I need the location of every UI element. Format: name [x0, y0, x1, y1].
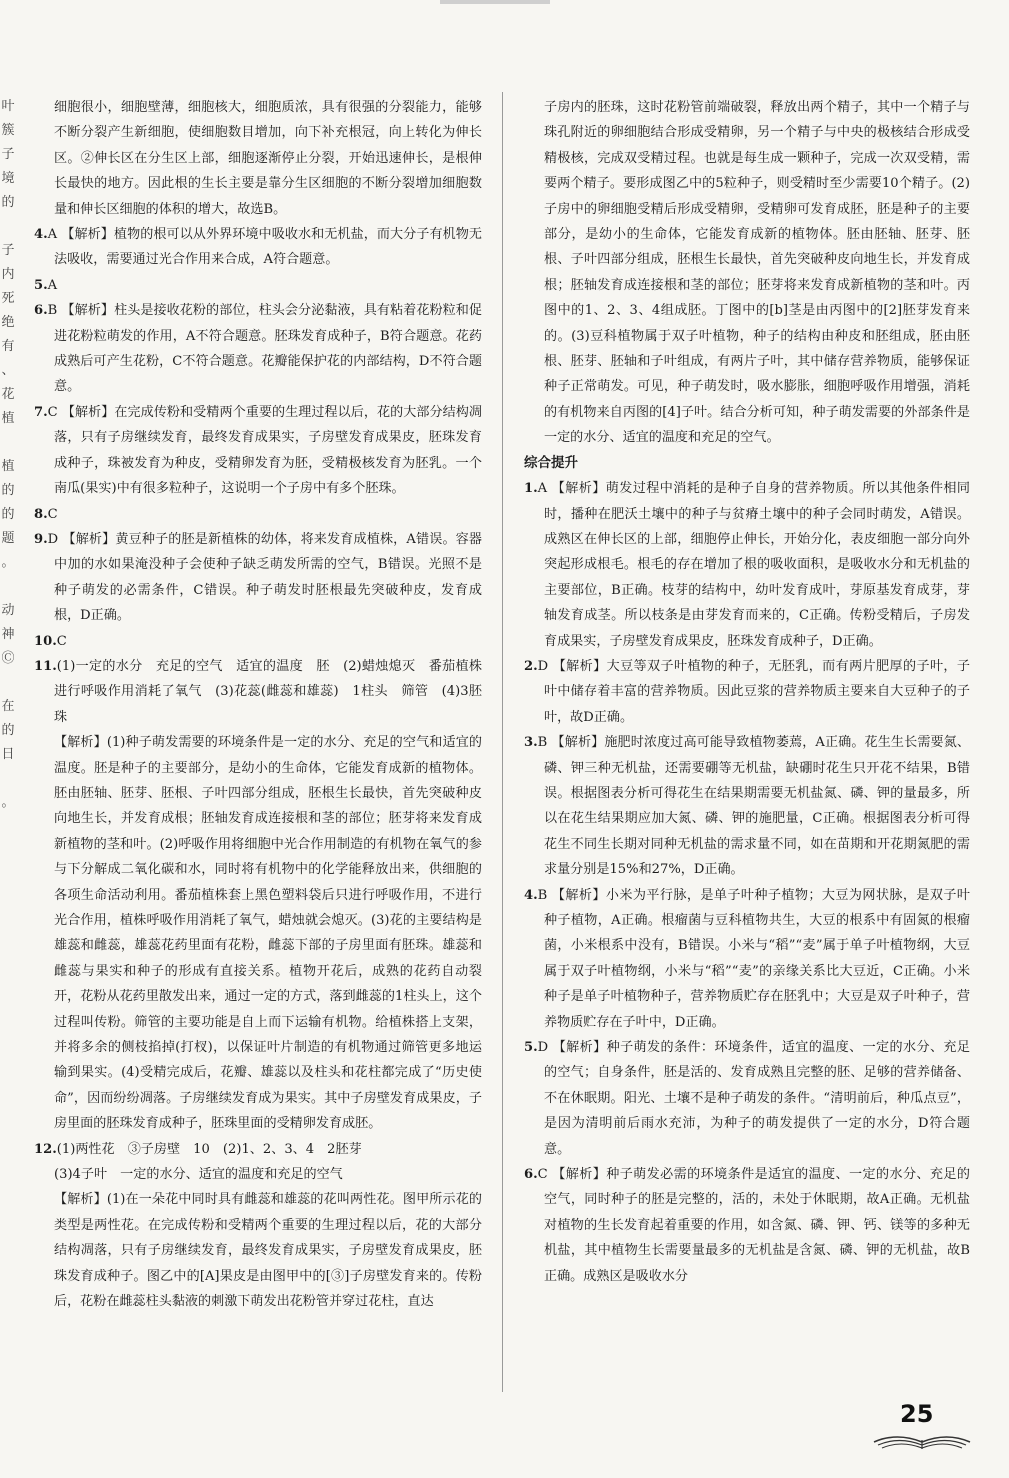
- answer-12-line-2: (3)4子叶 一定的水分、适宜的温度和充足的空气: [54, 1167, 343, 1183]
- answer-item-5: 5.A: [34, 277, 58, 293]
- left-edge-char: 境: [1, 171, 15, 186]
- left-edge-char: 的: [1, 507, 15, 522]
- left-edge-char: [0, 431, 16, 455]
- left-margin-bleed-text: [0, 95, 16, 1015]
- left-edge-char: 子: [1, 243, 15, 258]
- answer-item-7: 7.C 【解析】在完成传粉和受精两个重要的生理过程以后，花的大部分结构凋落，只有子房继续发育，最终发育成果实，子房壁发育成果皮，胚珠发育成种子，珠被发育为种皮，受精卵发育为胚，受精极核发育为胚乳。一个南瓜(果实)中有很多粒种子，这说明一个子房中有多个胚珠。: [34, 404, 482, 497]
- left-edge-char: 日: [1, 747, 15, 762]
- left-edge-char: 的: [1, 723, 15, 738]
- left-edge-char: 植: [1, 411, 15, 426]
- right-column: [524, 95, 970, 1289]
- column-divider: [502, 92, 503, 1392]
- left-edge-char: 子: [1, 147, 15, 162]
- left-edge-char: 的: [1, 483, 15, 498]
- left-edge-char: 绝: [1, 315, 15, 330]
- left-edge-char: [0, 671, 16, 695]
- left-edge-char: 死: [1, 291, 15, 306]
- answer-item-12: 12.(1)两性花 ③子房壁 10 (2)1、2、3、4 2胚芽: [34, 1141, 362, 1157]
- left-edge-char: 簇: [1, 123, 15, 138]
- left-edge-char: 有: [1, 339, 15, 354]
- left-edge-char: 。: [1, 555, 15, 570]
- left-edge-char: [0, 575, 16, 599]
- left-edge-char: [0, 215, 16, 239]
- answer-item-9: 9.D 【解析】黄豆种子的胚是新植株的幼体，将来发育成植株，A错误。容器中加的水如果淹没种子会使种子缺乏萌发所需的空气，B错误。光照不是种子萌发的必需条件，C错误。种子萌发时胚根最先突破种皮，发育成根，D正确。: [34, 531, 482, 624]
- answer-12-explanation: 【解析】(1)在一朵花中同时具有雌蕊和雄蕊的花叫两性花。图甲所示花的类型是两性花。在完成传粉和受精两个重要的生理过程以后，花的大部分结构凋落，只有子房继续发育，最终发育成果实，子房壁发育成果皮，胚珠发育成种子。图乙中的[A]果皮是由图甲中的[③]子房壁发育来的。传粉后，花粉在雌蕊柱头黏液的刺激下萌发出花粉管并穿过花柱，直达: [54, 1192, 482, 1310]
- answer-item-4: 4.A 【解析】植物的根可以从外界环境中吸收水和无机盐，而大分子有机物无法吸收，需要通过光合作用来合成，A符合题意。: [34, 227, 482, 268]
- answer-item-6: 6.B 【解析】柱头是接收花粉的部位，柱头会分泌黏液，具有粘着花粉粒和促进花粉粒萌发的作用，A不符合题意。胚珠发育成种子，B符合题意。花药成熟后可产生花粉，C不符合题意。花瓣能保护花的内部结构，D不符合题意。: [34, 303, 482, 395]
- left-edge-char: 。: [1, 795, 15, 810]
- answer-item-r1: 1.A 【解析】萌发过程中消耗的是种子自身的营养物质。所以其他条件相同时，播种在肥沃土壤中的种子与贫瘠土壤中的种子会同时萌发，A错误。成熟区在伸长区的上部，细胞停止伸长，开始分化，表皮细胞一部分向外突起形成根毛。根毛的存在增加了根的吸收面积，是吸收水分和无机盐的主要部位，B正确。枝芽的结构中，幼叶发育成叶，芽原基发育成芽，芽轴发育成茎。所以枝条是由芽发育而来的，C正确。传粉受精后，子房发育成果实，子房壁发育成果皮，胚珠发育成种子，D正确。: [524, 481, 970, 649]
- left-edge-char: 叶: [1, 99, 15, 114]
- left-edge-char: 内: [1, 267, 15, 282]
- left-edge-char: 植: [1, 459, 15, 474]
- left-edge-char: 题: [1, 531, 15, 546]
- continuation-paragraph-right: 子房内的胚珠，这时花粉管前端破裂，释放出两个精子，其中一个精子与珠孔附近的卵细胞结合形成受精卵，另一个精子与中央的极核结合形成受精极核，完成双受精过程。也就是每生成一颗种子，完成一次双受精，需要两个精子。要形成图乙中的5粒种子，则受精时至少需要10个精子。(2)子房中的卵细胞受精后形成受精卵，受精卵可发育成胚，胚是种子的主要部分，是幼小的生命体，它能发育成新的植物体。胚由胚轴、胚芽、胚根、子叶四部分组成，胚根生长最快，首先突破种皮向地生长，并发育成根；胚轴发育成连接根和茎的部位；胚芽将来发育成新植物的茎和叶。丙图中的1、2、3、4组成胚。丁图中的[b]茎是由丙图中的[2]胚芽发育来的。(3)豆科植物属于双子叶植物，种子的结构由种皮和胚组成，胚由胚根、胚芽、胚轴和子叶组成，有两片子叶，其中储存营养物质，能够保证种子正常萌发。可见，种子萌发时，吸水膨胀，细胞呼吸作用增强，消耗的有机物来自丙图的[4]子叶。结合分析可知，种子萌发需要的外部条件是一定的水分、适宜的温度和充足的空气。: [544, 100, 970, 446]
- left-column: [34, 95, 482, 1315]
- answer-item-r5: 5.D 【解析】种子萌发的条件：环境条件，适宜的温度、一定的水分、充足的空气；自身条件，胚是活的、发育成熟且完整的胚、足够的营养储备、不在休眠期。阳光、土壤不是种子萌发的条件。“清明前后，种瓜点豆”，是因为清明前后雨水充沛，为种子的萌发提供了一定的水分，D符合题意。: [524, 1040, 970, 1157]
- left-edge-char: 在: [1, 699, 15, 714]
- left-edge-char: 神: [1, 627, 15, 642]
- answer-item-r2: 2.D 【解析】大豆等双子叶植物的种子，无胚乳，而有两片肥厚的子叶，子叶中储存着丰富的营养物质。因此豆浆的营养物质主要来自大豆种子的子叶，故D正确。: [524, 658, 970, 725]
- answer-item-r3: 3.B 【解析】施肥时浓度过高可能导致植物萎蔫，A正确。花生生长需要氮、磷、钾三种无机盐，还需要硼等无机盐，缺硼时花生只开花不结果，B错误。根据图表分析可得花生在结果期需要无机盐氮、磷、钾的量最多，所以在花生结果期应加大氮、磷、钾的施肥量，C正确。根据图表分析可得花生不同生长期对同种无机盐的需求量不同，如在苗期和开花期氮肥的需求量分别是15%和27%，D正确。: [524, 735, 970, 878]
- answer-item-r4: 4.B 【解析】小米为平行脉，是单子叶种子植物；大豆为网状脉，是双子叶种子植物，A正确。根瘤菌与豆科植物共生，大豆的根系中有固氮的根瘤菌，小米根系中没有，B错误。小米与“稻”“麦”属于单子叶植物纲，大豆属于双子叶植物纲，小米与“稻”“麦”的亲缘关系比大豆近，C正确。小米种子是单子叶植物种子，营养物质贮存在胚乳中；大豆是双子叶种子，营养物质贮存在子叶中，D正确。: [524, 887, 970, 1030]
- answer-11-explanation: 【解析】(1)种子萌发需要的环境条件是一定的水分、充足的空气和适宜的温度。胚是种子的主要部分，是幼小的生命体，它能发育成新的植物体。胚由胚轴、胚芽、胚根、子叶四部分组成，胚根生长最快，首先突破种皮向地生长，并发育成根；胚轴发育成连接根和茎的部位；胚芽将来发育成新植物的茎和叶。(2)呼吸作用将细胞中光合作用制造的有机物在氧气的参与下分解成二氧化碳和水，同时将有机物中的化学能释放出来，供细胞的各项生命活动利用。番茄植株套上黑色塑料袋后只进行呼吸作用，不进行光合作用，植株呼吸作用消耗了氧气，蜡烛就会熄灭。(3)花的主要结构是雄蕊和雌蕊，雄蕊花药里面有花粉，雌蕊下部的子房里面有胚珠。雄蕊和雌蕊与果实和种子的形成有直接关系。植物开花后，成熟的花药自动裂开，花粉从花药里散发出来，通过一定的方式，落到雌蕊的1柱头上，这个过程叫传粉。筛管的主要功能是自上而下运输有机物。给植株搭上支架，并将多余的侧枝掐掉(打杈)，以保证叶片制造的有机物通过筛管更多地运输到果实。(4)受精完成后，花瓣、雄蕊以及柱头和花柱都完成了“历史使命”，因而纷纷凋落。子房继续发育成为果实。其中子房壁发育成果皮，子房里面的胚珠发育成种子，胚珠里面的受精卵发育成胚。: [54, 735, 482, 1132]
- answer-item-11: 11.(1)一定的水分 充足的空气 适宜的温度 胚 (2)蜡烛熄灭 番茄植株进行呼吸作用消耗了氧气 (3)花蕊(雌蕊和雄蕊) 1柱头 筛管 (4)3胚珠: [34, 658, 482, 725]
- left-edge-char: Ⓒ: [1, 651, 15, 666]
- top-edge-mark: [440, 0, 550, 4]
- continuation-paragraph: 细胞很小，细胞壁薄，细胞核大，细胞质浓，具有很强的分裂能力，能够不断分裂产生新细胞，使细胞数目增加，向下补充根冠，向上转化为伸长区。②伸长区在分生区上部，细胞逐渐停止分裂，开始迅速伸长，是根伸长最快的地方。因此根的生长主要是靠分生区细胞的不断分裂增加细胞数量和伸长区细胞的体积的增大，故选B。: [54, 100, 482, 217]
- answer-item-10: 10.C: [34, 633, 67, 649]
- left-edge-char: [0, 767, 16, 791]
- open-book-icon: [872, 1428, 972, 1450]
- answer-item-8: 8.C: [34, 506, 58, 522]
- page-number: 25: [900, 1400, 934, 1428]
- left-edge-char: 动: [1, 603, 15, 618]
- answer-item-r6: 6.C 【解析】种子萌发必需的环境条件是适宜的温度、一定的水分、充足的空气，同时种子的胚是完整的，活的，未处于休眠期，故A正确。无机盐对植物的生长发育起着重要的作用，如含氮、磷、钾、钙、镁等的多种无机盐，其中植物生长需要量最多的无机盐是含氮、磷、钾的无机盐，故B正确。成熟区是吸收水分: [524, 1167, 970, 1284]
- left-edge-char: 的: [1, 195, 15, 210]
- left-edge-char: 、: [1, 363, 15, 378]
- section-title: 综合提升: [524, 454, 578, 471]
- left-edge-char: 花: [1, 387, 15, 402]
